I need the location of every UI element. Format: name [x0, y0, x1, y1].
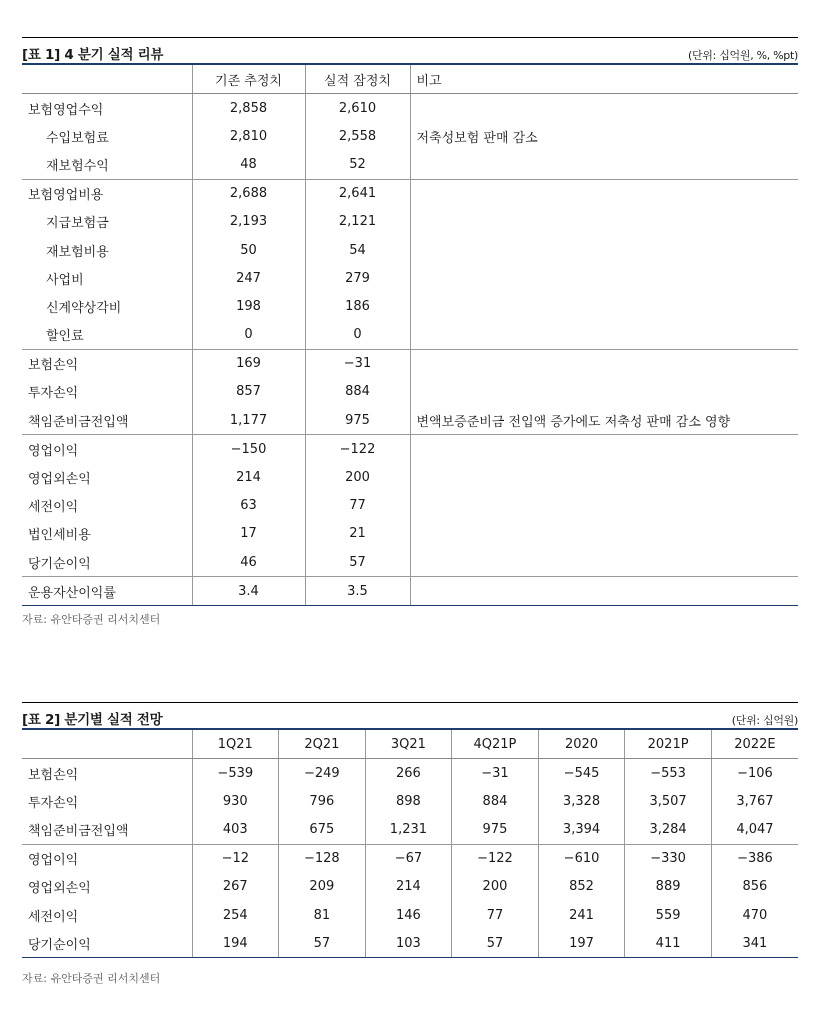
- table-row: [22, 435, 798, 464]
- note-value: [410, 435, 798, 464]
- period-value: 267: [192, 873, 279, 901]
- row-label: 영업이익: [22, 435, 192, 464]
- period-value: 898: [365, 787, 452, 815]
- table-row: [22, 349, 798, 378]
- actual-value: 0: [305, 321, 410, 350]
- period-value: 3,328: [538, 787, 625, 815]
- actual-value: 2,641: [305, 179, 410, 208]
- table2-header-period: 2020: [538, 729, 625, 759]
- period-value: 3,284: [625, 815, 712, 844]
- note-value: [410, 292, 798, 320]
- row-label: 영업이익: [22, 844, 192, 873]
- period-value: −122: [452, 844, 539, 873]
- period-value: 403: [192, 815, 279, 844]
- row-label: 재보험수익: [22, 150, 192, 179]
- table-row: [22, 873, 798, 901]
- actual-value: 21: [305, 520, 410, 548]
- table2-header-blank: [22, 729, 192, 759]
- period-value: −610: [538, 844, 625, 873]
- period-value: 856: [742, 879, 768, 895]
- table-row: [22, 321, 798, 350]
- table1-header-row: [22, 64, 798, 94]
- period-value: −31: [452, 759, 539, 788]
- actual-value: 279: [305, 264, 410, 292]
- period-value: 3,767: [736, 793, 774, 809]
- table-row: [22, 844, 798, 873]
- estimate-value: 3.4: [192, 577, 305, 606]
- row-label: 책임준비금전입액: [22, 815, 192, 844]
- period-value: 559: [625, 901, 712, 929]
- table2-header-period: 1Q21: [192, 729, 279, 759]
- period-value: −67: [365, 844, 452, 873]
- estimate-value: 2,688: [192, 179, 305, 208]
- actual-value: −31: [305, 349, 410, 378]
- period-value: 852: [538, 873, 625, 901]
- estimate-value: 46: [192, 548, 305, 577]
- table1-source: 자료: 유안타증권 리서치센터: [22, 613, 161, 626]
- estimate-value: 2,858: [192, 94, 305, 123]
- estimate-value: 50: [192, 236, 305, 264]
- estimate-value: 17: [192, 520, 305, 548]
- estimate-value: 198: [192, 292, 305, 320]
- table2-header-period: 2022E: [711, 729, 798, 759]
- note-value: [410, 94, 798, 123]
- table2: [22, 728, 798, 958]
- period-value: −128: [279, 844, 366, 873]
- row-label: 영업외손익: [22, 873, 192, 901]
- period-value: 200: [452, 873, 539, 901]
- period-value: 214: [365, 873, 452, 901]
- note-value: [410, 208, 798, 236]
- table1-title: [표 1] 4 분기 실적 리뷰: [22, 47, 164, 63]
- actual-value: −122: [305, 435, 410, 464]
- period-value: 3,394: [538, 815, 625, 844]
- note-value: [410, 179, 798, 208]
- table2-header-period: 4Q21P: [452, 729, 539, 759]
- row-label: 책임준비금전입액: [22, 406, 192, 435]
- period-value: 254: [192, 901, 279, 929]
- row-label: 재보험비용: [22, 236, 192, 264]
- table1-header-estimate: 기존 추정치: [192, 64, 305, 94]
- table2-header-period: 3Q21: [365, 729, 452, 759]
- period-value: 675: [279, 815, 366, 844]
- table-row: [22, 150, 798, 179]
- period-value: 77: [452, 901, 539, 929]
- row-label: 수입보험료: [22, 122, 192, 150]
- period-value: −106: [737, 765, 773, 781]
- row-label: 세전이익: [22, 492, 192, 520]
- row-label: 법인세비용: [22, 520, 192, 548]
- period-value: −249: [279, 759, 366, 788]
- table-row: [22, 815, 798, 844]
- table-row: [22, 94, 798, 123]
- period-value: 341: [711, 929, 798, 958]
- table2-header-period: 2021P: [625, 729, 712, 759]
- period-value: −539: [192, 759, 279, 788]
- table1-header-actual: 실적 잠정치: [305, 64, 410, 94]
- note-value: 변액보증준비금 전입액 증가에도 저축성 판매 감소 영향: [410, 406, 798, 435]
- actual-value: 186: [305, 292, 410, 320]
- actual-value: 884: [305, 378, 410, 406]
- note-value: [410, 577, 798, 606]
- actual-value: 57: [305, 548, 410, 577]
- note-value: [410, 548, 798, 577]
- period-value: 889: [625, 873, 712, 901]
- actual-value: 200: [305, 463, 410, 491]
- row-label: 보험영업수익: [22, 94, 192, 123]
- table-row: [22, 406, 798, 435]
- actual-value: 3.5: [305, 577, 410, 606]
- estimate-value: 247: [192, 264, 305, 292]
- table2-source: 자료: 유안타증권 리서치센터: [22, 972, 161, 985]
- estimate-value: 63: [192, 492, 305, 520]
- estimate-value: 169: [192, 349, 305, 378]
- row-label: 운용자산이익률: [22, 577, 192, 606]
- table1-body: [22, 94, 798, 606]
- period-value: 411: [625, 929, 712, 958]
- period-value: −553: [625, 759, 712, 788]
- table1-header-blank: [22, 64, 192, 94]
- table-row: [22, 929, 798, 958]
- table-row: [22, 548, 798, 577]
- estimate-value: −150: [192, 435, 305, 464]
- table2-title: [표 2] 분기별 실적 전망: [22, 712, 163, 728]
- table2-header-period: 2Q21: [279, 729, 366, 759]
- actual-value: 2,558: [305, 122, 410, 150]
- period-value: 197: [538, 929, 625, 958]
- table-row: [22, 787, 798, 815]
- period-value: 57: [452, 929, 539, 958]
- period-value: −545: [538, 759, 625, 788]
- note-value: [410, 236, 798, 264]
- period-value: 209: [279, 873, 366, 901]
- estimate-value: 48: [192, 150, 305, 179]
- period-value: −386: [737, 851, 773, 867]
- period-value: −330: [625, 844, 712, 873]
- note-value: [410, 378, 798, 406]
- row-label: 투자손익: [22, 787, 192, 815]
- row-label: 보험영업비용: [22, 179, 192, 208]
- table-row: [22, 492, 798, 520]
- table1-unit: (단위: 십억원, %, %pt): [687, 49, 798, 62]
- period-value: 930: [192, 787, 279, 815]
- period-value: 975: [452, 815, 539, 844]
- table2-body: [22, 759, 798, 958]
- table-row: [22, 759, 798, 788]
- note-value: [410, 264, 798, 292]
- period-value: 266: [365, 759, 452, 788]
- row-label: 사업비: [22, 264, 192, 292]
- row-label: 지급보험금: [22, 208, 192, 236]
- row-label: 신계약상각비: [22, 292, 192, 320]
- note-value: [410, 492, 798, 520]
- period-value: 470: [742, 907, 768, 923]
- table-row: [22, 520, 798, 548]
- period-value: 57: [279, 929, 366, 958]
- table-row: [22, 264, 798, 292]
- table2-unit: (단위: 십억원): [731, 714, 798, 727]
- note-value: [410, 150, 798, 179]
- period-value: −12: [192, 844, 279, 873]
- row-label: 당기순이익: [22, 929, 192, 958]
- estimate-value: 2,193: [192, 208, 305, 236]
- table1-title-row: [22, 37, 798, 63]
- note-value: 저축성보험 판매 감소: [416, 130, 538, 146]
- period-value: 4,047: [711, 815, 798, 844]
- period-value: 3,507: [625, 787, 712, 815]
- table-row: [22, 236, 798, 264]
- table-row: [22, 179, 798, 208]
- row-label: 보험손익: [22, 759, 192, 788]
- estimate-value: 2,810: [192, 122, 305, 150]
- table2-header-row: [22, 729, 798, 759]
- table-row: [22, 901, 798, 929]
- actual-value: 77: [305, 492, 410, 520]
- estimate-value: 857: [192, 378, 305, 406]
- row-label: 투자손익: [22, 378, 192, 406]
- table-row: [22, 122, 798, 150]
- table-row: [22, 378, 798, 406]
- table2-title-row: [22, 702, 798, 728]
- row-label: 보험손익: [22, 349, 192, 378]
- table1-header-note: 비고: [410, 64, 798, 94]
- note-value: [410, 321, 798, 350]
- table1-block: [22, 37, 798, 606]
- period-value: 796: [279, 787, 366, 815]
- row-label: 영업외손익: [22, 463, 192, 491]
- row-label: 당기순이익: [22, 548, 192, 577]
- table-row: [22, 208, 798, 236]
- actual-value: 54: [305, 236, 410, 264]
- estimate-value: 1,177: [192, 406, 305, 435]
- estimate-value: 0: [192, 321, 305, 350]
- period-value: 81: [279, 901, 366, 929]
- period-value: 194: [192, 929, 279, 958]
- row-label: 할인료: [22, 321, 192, 350]
- note-value: [410, 520, 798, 548]
- actual-value: 975: [305, 406, 410, 435]
- period-value: 1,231: [365, 815, 452, 844]
- period-value: 146: [365, 901, 452, 929]
- table2-block: [22, 702, 798, 958]
- row-label: 세전이익: [22, 901, 192, 929]
- note-value: [410, 463, 798, 491]
- table1: [22, 63, 798, 606]
- actual-value: 2,121: [305, 208, 410, 236]
- period-value: 103: [365, 929, 452, 958]
- note-value: [410, 349, 798, 378]
- estimate-value: 214: [192, 463, 305, 491]
- table-row: [22, 292, 798, 320]
- period-value: 241: [538, 901, 625, 929]
- table-row: [22, 463, 798, 491]
- period-value: 884: [452, 787, 539, 815]
- table-row: [22, 577, 798, 606]
- actual-value: 52: [305, 150, 410, 179]
- actual-value: 2,610: [305, 94, 410, 123]
